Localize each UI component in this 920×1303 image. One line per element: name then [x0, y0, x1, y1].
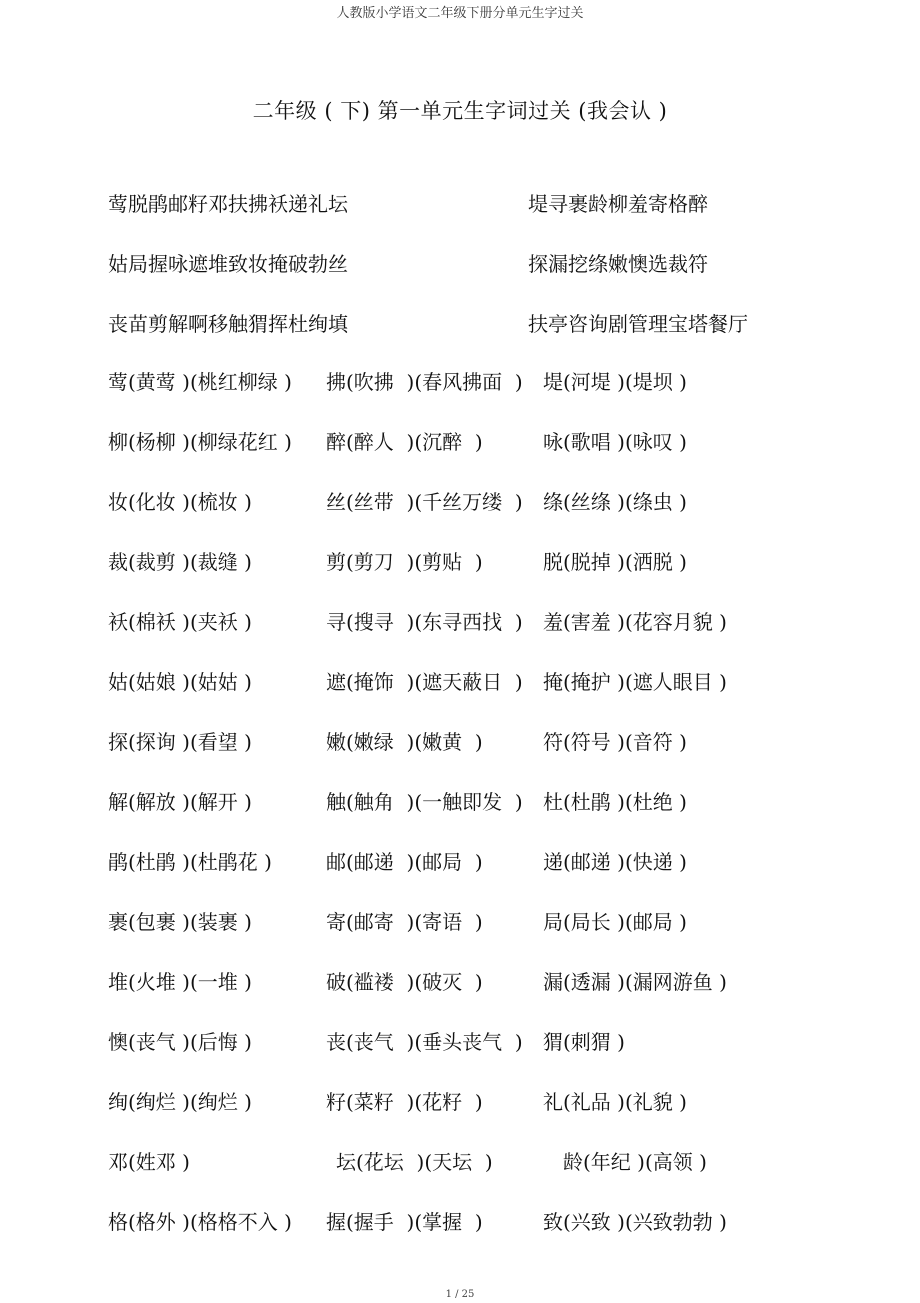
char-line-3-left: 丧苗剪解啊移触猬挥杜绚填 [108, 312, 348, 336]
word-entry: 丧(丧气 )(垂头丧气 ) [326, 1030, 523, 1054]
word-entry: 符(符号 )(音符 ) [543, 730, 687, 754]
word-entry: 递(邮递 )(快递 ) [543, 850, 687, 874]
word-entry: 寻(搜寻 )(东寻西找 ) [326, 610, 523, 634]
word-entry: 莺(黄莺 )(桃红柳绿 ) [108, 370, 292, 394]
word-row [0, 426, 920, 456]
char-line-2-left: 姑局握咏遮堆致妆掩破勃丝 [108, 252, 348, 276]
word-entry: 格(格外 )(格格不入 ) [108, 1210, 292, 1234]
word-row [0, 366, 920, 396]
word-entry: 堤(河堤 )(堤坝 ) [543, 370, 687, 394]
word-entry: 袄(棉袄 )(夹袄 ) [108, 610, 252, 634]
word-entry: 致(兴致 )(兴致勃勃 ) [543, 1210, 727, 1234]
word-entry: 触(触角 )(一触即发 ) [326, 790, 523, 814]
word-row [0, 966, 920, 996]
word-entry: 遮(掩饰 )(遮天蔽日 ) [326, 670, 523, 694]
word-entry: 羞(害羞 )(花容月貌 ) [543, 610, 727, 634]
word-entry: 龄(年纪 )(高领 ) [563, 1150, 707, 1174]
page-title: 二年级 ( 下) 第一单元生字词过关 (我会认 ) [252, 99, 668, 123]
word-row [0, 726, 920, 756]
word-entry: 裹(包裹 )(装裹 ) [108, 910, 252, 934]
word-row [0, 1146, 920, 1176]
word-entry: 局(局长 )(邮局 ) [543, 910, 687, 934]
page-number: 1 / 25 [445, 1289, 475, 1300]
word-entry: 猬(刺猬 ) [543, 1030, 625, 1054]
word-entry: 杜(杜鹃 )(杜绝 ) [543, 790, 687, 814]
word-entry: 裁(裁剪 )(裁缝 ) [108, 550, 252, 574]
word-entry: 破(褴褛 )(破灭 ) [326, 970, 483, 994]
char-line-2-right: 探漏挖绦嫩懊选裁符 [528, 252, 708, 276]
word-entry: 漏(透漏 )(漏网游鱼 ) [543, 970, 727, 994]
word-entry: 妆(化妆 )(梳妆 ) [108, 490, 252, 514]
word-entry: 坛(花坛 )(天坛 ) [336, 1150, 493, 1174]
word-entry: 拂(吹拂 )(春风拂面 ) [326, 370, 523, 394]
word-entry: 懊(丧气 )(后悔 ) [108, 1030, 252, 1054]
word-row [0, 606, 920, 636]
word-entry: 掩(掩护 )(遮人眼目 ) [543, 670, 727, 694]
word-row [0, 1026, 920, 1056]
word-entry: 堆(火堆 )(一堆 ) [108, 970, 252, 994]
word-entry: 咏(歌唱 )(咏叹 ) [543, 430, 687, 454]
word-row [0, 1206, 920, 1236]
word-entry: 醉(醉人 )(沉醉 ) [326, 430, 483, 454]
word-entry: 解(解放 )(解开 ) [108, 790, 252, 814]
word-entry: 鹃(杜鹃 )(杜鹃花 ) [108, 850, 272, 874]
word-entry: 邓(姓邓 ) [108, 1150, 190, 1174]
char-line-1-left: 莺脱鹃邮籽邓扶拂袄递礼坛 [108, 192, 348, 216]
word-entry: 剪(剪刀 )(剪贴 ) [326, 550, 483, 574]
word-entry: 握(握手 )(掌握 ) [326, 1210, 483, 1234]
word-row [0, 1086, 920, 1116]
word-row [0, 666, 920, 696]
word-entry: 姑(姑娘 )(姑姑 ) [108, 670, 252, 694]
word-entry: 脱(脱掉 )(洒脱 ) [543, 550, 687, 574]
char-line-3-right: 扶亭咨询剧管理宝塔餐厅 [528, 312, 748, 336]
word-entry: 礼(礼品 )(礼貌 ) [543, 1090, 687, 1114]
word-row [0, 486, 920, 516]
char-line-1-right: 堤寻裹龄柳羞寄格醉 [528, 192, 708, 216]
running-header: 人教版小学语文二年级下册分单元生字过关 [336, 6, 584, 21]
word-entry: 籽(菜籽 )(花籽 ) [326, 1090, 483, 1114]
word-entry: 寄(邮寄 )(寄语 ) [326, 910, 483, 934]
word-entry: 探(探询 )(看望 ) [108, 730, 252, 754]
word-row [0, 786, 920, 816]
word-entry: 柳(杨柳 )(柳绿花红 ) [108, 430, 292, 454]
word-entry: 丝(丝带 )(千丝万缕 ) [326, 490, 523, 514]
word-entry: 绦(丝绦 )(绦虫 ) [543, 490, 687, 514]
word-row [0, 846, 920, 876]
word-entry: 绚(绚烂 )(绚烂 ) [108, 1090, 252, 1114]
word-entry: 邮(邮递 )(邮局 ) [326, 850, 483, 874]
word-row [0, 546, 920, 576]
word-entry: 嫩(嫩绿 )(嫩黄 ) [326, 730, 483, 754]
word-row [0, 906, 920, 936]
